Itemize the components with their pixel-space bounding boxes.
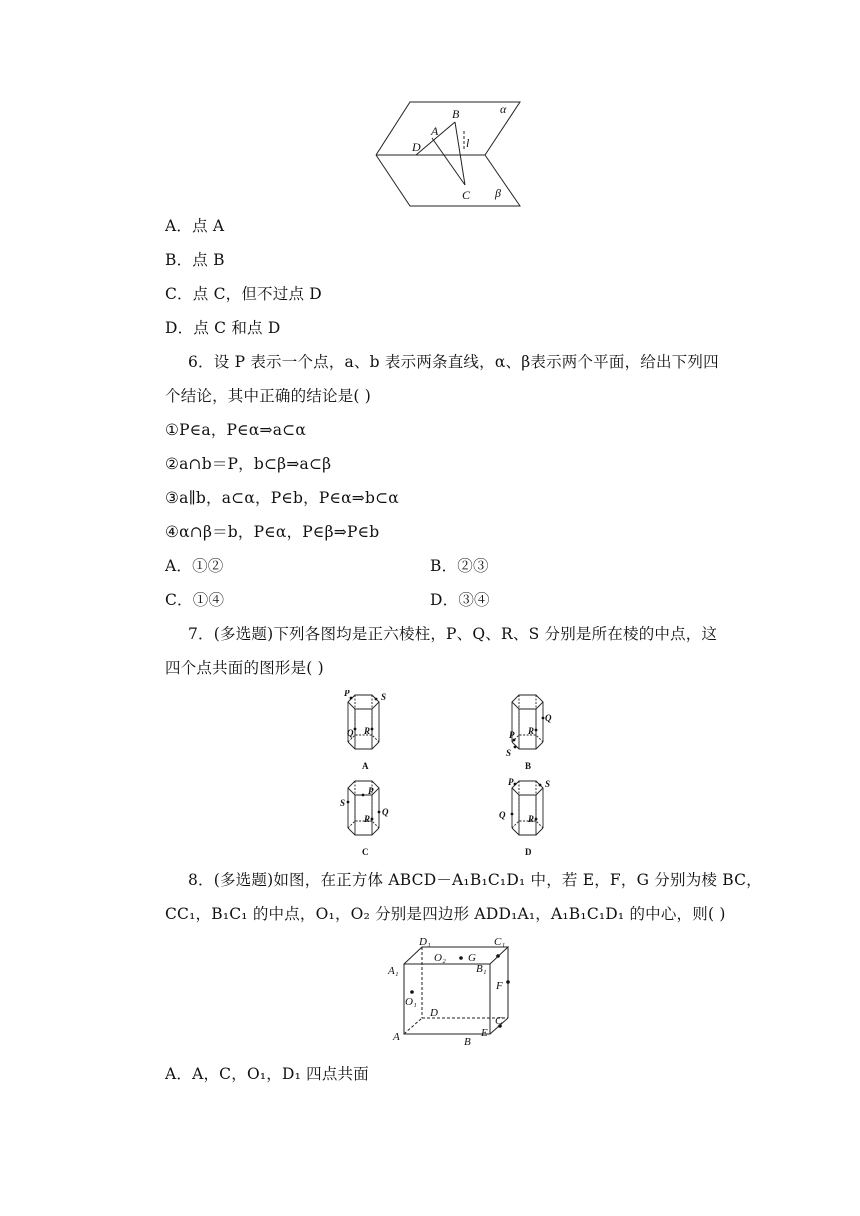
- prism-figure-b: [502, 690, 572, 772]
- q5-option-a: A．点 A: [165, 217, 225, 235]
- cube-label-d1: D₁: [419, 936, 431, 948]
- q5-option-d: D．点 C 和点 D: [165, 319, 281, 337]
- prism-a-label-r: R: [364, 726, 371, 736]
- prism-d-label-s: S: [545, 779, 551, 789]
- prism-figure-a: [338, 690, 408, 772]
- prism-c-label-p: P: [368, 786, 374, 796]
- q6-stem-line1: 6．设 P 表示一个点，a、b 表示两条直线，α、β表示两个平面，给出下列四: [188, 353, 719, 371]
- prism-d-label-q: Q: [499, 810, 506, 820]
- cube-label-b1: B₁: [476, 963, 487, 975]
- cube-label-c: C: [495, 1015, 503, 1027]
- label-C: C: [462, 188, 471, 202]
- cube-label-o2: O₂: [434, 952, 446, 964]
- q8-stem-line2: CC₁，B₁C₁ 的中点，O₁，O₂ 分别是四边形 ADD₁A₁，A₁B₁C₁D₁ 的中心，则( ): [165, 905, 726, 923]
- q6-statement-2: ②a∩b＝P，b⊂β⇒a⊂β: [165, 455, 332, 473]
- q6-option-b: B．②③: [430, 557, 489, 575]
- q6-option-a: A．①②: [165, 557, 224, 575]
- prism-a-label-p: P: [344, 690, 350, 698]
- planes-figure: [370, 98, 530, 210]
- q5-option-b: B．点 B: [165, 251, 225, 269]
- cube-label-c1: C₁: [494, 936, 506, 948]
- q6-statement-1: ①P∈a，P∈α⇒a⊂α: [165, 421, 306, 439]
- prism-c-label-q: Q: [382, 807, 389, 817]
- cube-label-d: D: [430, 1007, 438, 1019]
- prism-b-label-r: R: [528, 726, 535, 736]
- label-beta: β: [495, 186, 501, 200]
- prism-figure-d: [494, 776, 570, 858]
- q6-option-c: C．①④: [165, 591, 225, 609]
- prism-c-caption: C: [362, 847, 369, 857]
- prism-a-label-q: Q: [347, 728, 354, 738]
- prism-b-label-s: S: [506, 748, 512, 758]
- cube-label-g: G: [468, 952, 476, 964]
- prism-a-caption: A: [362, 761, 369, 771]
- label-D: D: [412, 140, 421, 154]
- cube-label-e: E: [481, 1027, 488, 1039]
- q6-statement-4: ④α∩β＝b，P∈α，P∈β⇒P∈b: [165, 523, 380, 541]
- prism-a-label-s: S: [381, 692, 387, 702]
- cube-label-a: A: [393, 1031, 400, 1043]
- prism-figure-c: [338, 776, 408, 858]
- cube-label-o1: O₁: [405, 996, 417, 1008]
- q6-option-d: D．③④: [430, 591, 490, 609]
- q8-option-a: A．A，C，O₁，D₁ 四点共面: [165, 1065, 369, 1083]
- prism-d-label-r: R: [528, 814, 535, 824]
- label-alpha: α: [500, 102, 507, 116]
- prism-b-caption: B: [525, 761, 532, 771]
- q5-option-c: C．点 C，但不过点 D: [165, 285, 322, 303]
- prism-d-label-p: P: [508, 777, 514, 787]
- prism-c-label-s: S: [340, 798, 346, 808]
- prism-d-caption: D: [525, 847, 532, 857]
- cube-label-b: B: [464, 1036, 471, 1048]
- cube-label-a1: A₁: [388, 965, 399, 977]
- q8-stem-line1: 8．(多选题)如图，在正方体 ABCD－A₁B₁C₁D₁ 中，若 E，F，G 分别为棱 BC，: [188, 871, 762, 889]
- q6-statement-3: ③a∥b，a⊂α，P∈b，P∈α⇒b⊂α: [165, 489, 399, 507]
- q7-stem-line2: 四个点共面的图形是( ): [165, 659, 324, 677]
- prism-b-label-q: Q: [545, 713, 552, 723]
- prism-c-label-r: R: [364, 814, 371, 824]
- q7-stem-line1: 7．(多选题)下列各图均是正六棱柱，P、Q、R、S 分别是所在棱的中点，这: [188, 625, 718, 643]
- label-B: B: [452, 107, 460, 121]
- cube-label-f: F: [496, 980, 503, 992]
- label-A: A: [431, 124, 439, 138]
- prism-b-label-p: P: [509, 730, 515, 740]
- cube-figure: [384, 934, 514, 1050]
- q6-stem-line2: 个结论，其中正确的结论是( ): [165, 387, 372, 405]
- label-l: l: [466, 136, 470, 150]
